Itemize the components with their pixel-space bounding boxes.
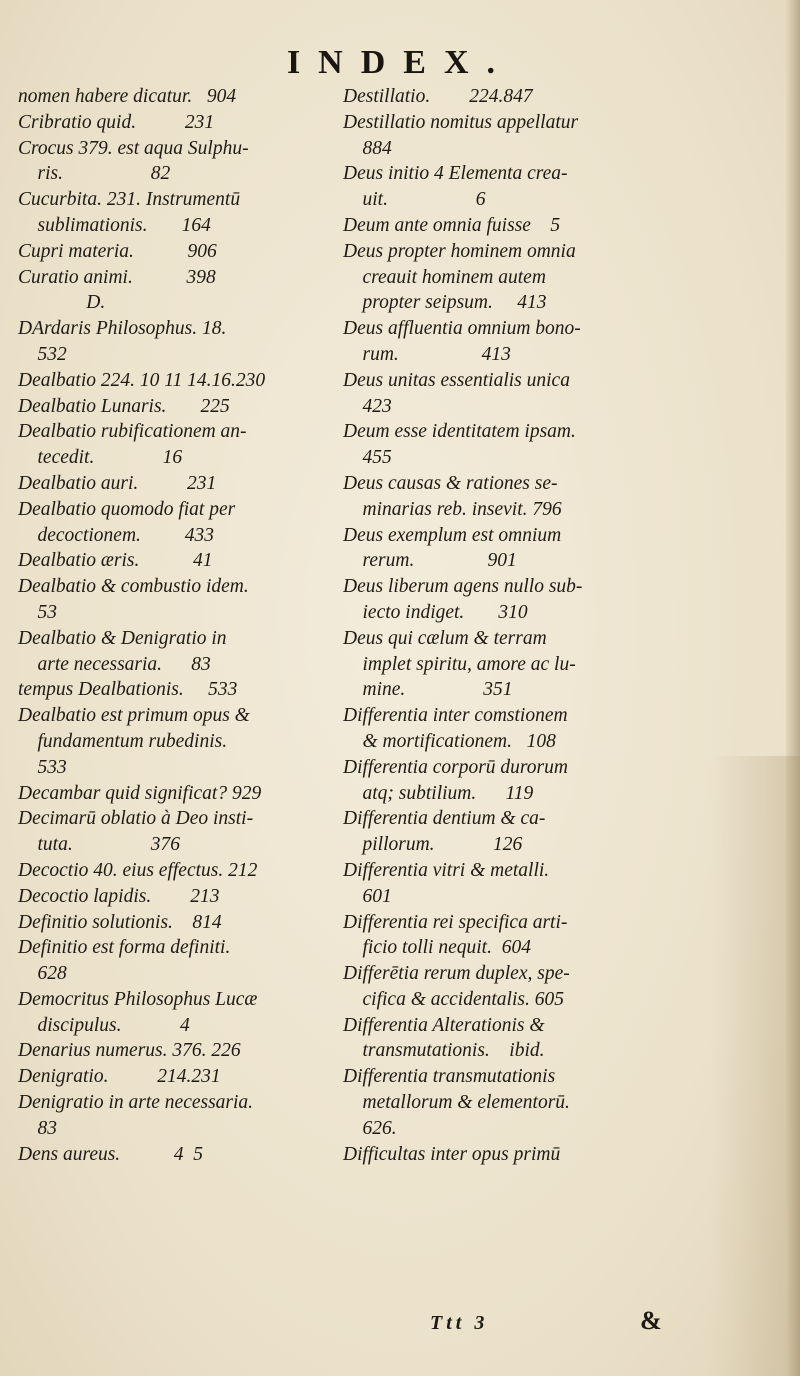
index-entry-line: Dealbatio & combustio idem. [18, 576, 249, 598]
index-entry-line: 423 [343, 395, 392, 417]
index-entry-line: decoctionem. 433 [18, 524, 215, 546]
index-entry-line: ris. 82 [18, 163, 171, 185]
index-entry-line: Deus unitas essentialis unica [343, 369, 570, 391]
index-entry-line: metallorum & elementorū. [343, 1092, 570, 1114]
index-entry-line: Cribratio quid. 231 [18, 111, 215, 133]
index-entry-line: Deus causas & rationes se- [343, 472, 558, 494]
index-entry-line: Differentia vitri & metalli. [343, 859, 550, 881]
index-entry-line: discipulus. 4 [18, 1014, 190, 1036]
index-entry-line: rerum. 901 [343, 550, 517, 572]
index-entry-line: 83 [18, 1117, 57, 1139]
index-entry-line: 532 [18, 343, 67, 365]
index-entry-line: Differentia rei specifica arti- [343, 911, 568, 933]
index-entry-line: sublimationis. 164 [18, 214, 211, 236]
index-entry-line: creauit hominem autem [343, 266, 546, 288]
page-header: INDEX. [286, 44, 514, 81]
index-entry-line: uit. 6 [343, 189, 486, 211]
index-entry-line: 53 [18, 601, 57, 623]
index-entry-line: 628 [18, 963, 67, 985]
paper-stain [710, 756, 800, 1376]
index-entry-line: nomen habere dicatur. 904 [18, 86, 237, 107]
index-entry-line: Cupri materia. 906 [18, 240, 217, 262]
index-entry-line: Destillatio nomitus appellatur [343, 111, 579, 133]
index-entry-line: 884 [343, 137, 392, 159]
index-entry-line: Dealbatio rubificationem an- [18, 421, 247, 443]
index-entry-line: Definitio solutionis. 814 [18, 911, 222, 933]
index-entry-line: Decoctio lapidis. 213 [18, 885, 220, 907]
index-entry-line: Deus initio 4 Elementa crea- [343, 163, 568, 185]
index-entry-line: Dealbatio quomodo fiat per [18, 498, 236, 520]
index-entry-line: implet spiritu, amore ac lu- [343, 653, 576, 675]
index-entry-line: 626. [343, 1117, 397, 1139]
index-entry-line: & mortificationem. 108 [343, 730, 556, 752]
index-entry-line: Decimarū oblatio à Deo insti- [18, 808, 254, 830]
index-entry-line: Dealbatio auri. 231 [18, 472, 217, 494]
index-entry-line: Deus affluentia omnium bono- [343, 318, 581, 340]
index-entry-line: DArdaris Philosophus. 18. [18, 318, 227, 340]
index-entry-line: Dealbatio & Denigratio in [18, 627, 227, 649]
index-entry-line: Dealbatio æris. 41 [18, 550, 213, 572]
index-entry-line: Differentia inter comstionem [343, 705, 568, 727]
index-entry-line: arte necessaria. 83 [18, 653, 211, 675]
index-entry-line: 533 [18, 756, 67, 778]
index-entry-line: Denigratio in arte necessaria. [18, 1092, 254, 1114]
index-entry-line: iecto indiget. 310 [343, 601, 528, 623]
index-entry-line: Deum ante omnia fuisse 5 [343, 214, 561, 236]
index-entry-line: fundamentum rubedinis. [18, 730, 228, 752]
index-entry-line: Democritus Philosophus Lucæ [18, 988, 258, 1010]
index-entry-line: Decoctio 40. eius effectus. 212 [18, 859, 258, 881]
index-entry-line: pillorum. 126 [343, 834, 523, 856]
index-entry-line: 455 [343, 447, 392, 469]
index-entry-line: Differentia transmutationis [343, 1066, 556, 1088]
index-entry-line: Dealbatio Lunaris. 225 [18, 395, 230, 417]
index-entry-line: Denigratio. 214.231 [18, 1066, 221, 1088]
index-entry-line: Definitio est forma definiti. [18, 937, 231, 959]
index-entry-line: tempus Dealbationis. 533 [18, 679, 238, 701]
index-entry-line: Deus qui cælum & terram [343, 627, 547, 649]
index-entry-line: ficio tolli nequit. 604 [343, 937, 531, 959]
index-entry-line: Differentia Alterationis & [343, 1014, 545, 1036]
index-entry-line: Destillatio. 224.847 [343, 86, 533, 107]
index-entry-line: atq; subtilium. 119 [343, 782, 534, 804]
index-entry-line: Denarius numerus. 376. 226 [18, 1040, 241, 1062]
index-entry-line: Deus exemplum est omnium [343, 524, 562, 546]
index-column-right [343, 84, 693, 1167]
index-entry-line: rum. 413 [343, 343, 511, 365]
index-entry-line: Deus liberum agens nullo sub- [343, 576, 583, 598]
index-entry-line: Deus propter hominem omnia [343, 240, 576, 262]
index-entry-line: Deum esse identitatem ipsam. [343, 421, 576, 443]
index-entry-line: tuta. 376 [18, 834, 180, 856]
index-entry-line: minarias reb. insevit. 796 [343, 498, 562, 520]
index-entry-line: Dealbatio 224. 10 11 14.16.230 [18, 369, 266, 391]
index-entry-line: cifica & accidentalis. 605 [343, 988, 564, 1010]
index-entry-line: Differētia rerum duplex, spe- [343, 963, 570, 985]
index-entry-line: tecedit. 16 [18, 447, 183, 469]
index-entry-line: D. [18, 292, 106, 314]
index-entry-line: Dealbatio est primum opus & [18, 705, 250, 727]
index-entry-line: Difficultas inter opus primū [343, 1143, 561, 1165]
index-entry-line: transmutationis. ibid. [343, 1040, 545, 1062]
signature-mark: Ttt 3 [430, 1312, 489, 1334]
index-entry-line: Cucurbita. 231. Instrumentū [18, 189, 241, 211]
index-entry-line: Crocus 379. est aqua Sulphu- [18, 137, 249, 159]
index-entry-line: Differentia dentium & ca- [343, 808, 546, 830]
index-entry-line: Dens aureus. 4 5 [18, 1143, 204, 1165]
index-entry-line: Decambar quid significat? 929 [18, 782, 262, 804]
index-entry-line: Curatio animi. 398 [18, 266, 216, 288]
index-entry-line: 601 [343, 885, 392, 907]
catchword: & [640, 1306, 662, 1335]
index-entry-line: propter seipsum. 413 [343, 292, 547, 314]
index-column-left [18, 84, 348, 1167]
index-entry-line: mine. 351 [343, 679, 513, 701]
index-entry-line: Differentia corporū durorum [343, 756, 568, 778]
